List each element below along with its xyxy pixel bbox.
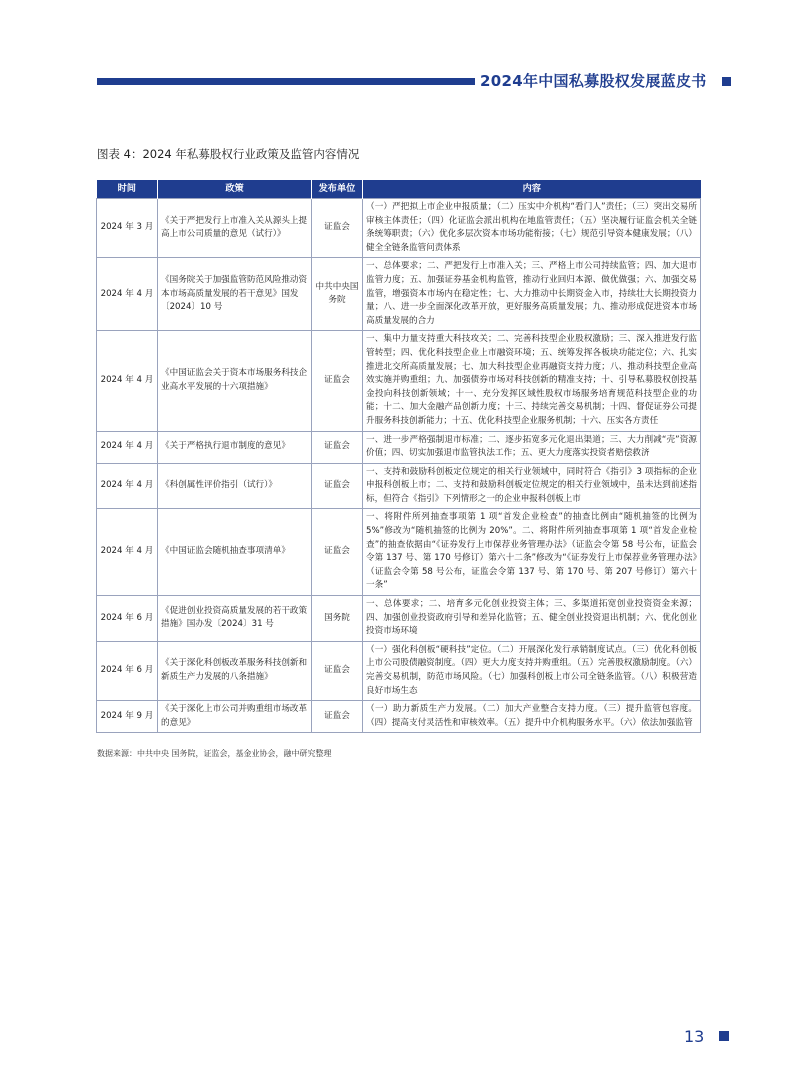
cell-issuer: 证监会 (312, 431, 363, 463)
table-row (97, 331, 701, 431)
cell-issuer: 证监会 (312, 199, 363, 258)
cell-content: 一、支持和鼓励科创板定位规定的相关行业领域中，同时符合《指引》3 项指标的企业申报科创板上市；二、支持和鼓励科创板定位规定的相关行业领域中，虽未达到前述指标，但符合《指引》下列情形之一的企业申报科创板上市 (363, 463, 701, 509)
page-number-square-marker (719, 1031, 729, 1041)
cell-issuer: 证监会 (312, 509, 363, 596)
cell-policy: 《中国证监会关于资本市场服务科技企业高水平发展的十六项措施》 (158, 331, 312, 431)
cell-date: 2024 年 4 月 (97, 431, 158, 463)
cell-issuer: 证监会 (312, 463, 363, 509)
cell-content: （一）严把拟上市企业申报质量；（二）压实中介机构“看门人”责任；（三）突出交易所审核主体责任；（四）化证监会派出机构在地监管责任；（五）坚决履行证监会机关全链条统筹职责；（六）优化多层次资本市场功能衔接；（七）规范引导资本健康发展；（八）健全全链条监管问责体系 (363, 199, 701, 258)
cell-policy: 《中国证监会随机抽查事项清单》 (158, 509, 312, 596)
cell-date: 2024 年 6 月 (97, 641, 158, 700)
header-square-marker (722, 77, 731, 86)
cell-policy: 《促进创业投资高质量发展的若干政策措施》国办发〔2024〕31 号 (158, 596, 312, 642)
cell-content: 一、集中力量支持重大科技攻关；二、完善科技型企业股权激励；三、深入推进发行监管转型；四、优化科技型企业上市融资环境；五、统筹发挥各板块功能定位；六、扎实推进北交所高质量发展；七、加大科技型企业再融资支持力度；八、推动科技型企业高效实施并购重组；九、加强债券市场对科技创新的精准支持；十、引导私募股权创投基金投向科技创新领域；十一、充分发挥区域性股权市场服务培育规范科技型企业的功能；十二、加大金融产品创新力度；十三、持续完善交易机制；十四、督促证券公司提升服务科技创新能力；十五、优化科技型企业服务机制；十六、压实各方责任 (363, 331, 701, 431)
cell-issuer: 中共中央国务院 (312, 258, 363, 331)
document-title: 2024年中国私募股权发展蓝皮书 (480, 72, 707, 90)
cell-date: 2024 年 6 月 (97, 596, 158, 642)
cell-content: 一、将附件所列抽查事项第 1 项“首发企业检查”的抽查比例由“随机抽签的比例为 5%”修改为“随机抽签的比例为 20%”。二、将附件所列抽查事项第 1 项“首发企业检查”的抽查依据由“《证券发行上市保荐业务管理办法》（证监会令第 58 号公布，证监会令第 137 号、第 170 号修订）第六十二条”修改为“《证券发行上市保荐业务管理办法》（证监会令第 58 号公布，证监会令第 137 号、第 170 号、第 207 号修订）第六十一条” (363, 509, 701, 596)
table-row (97, 463, 701, 509)
cell-policy: 《科创属性评价指引（试行）》 (158, 463, 312, 509)
column-header-date: 时间 (97, 180, 158, 199)
cell-date: 2024 年 4 月 (97, 509, 158, 596)
cell-date: 2024 年 4 月 (97, 258, 158, 331)
header-rule (97, 78, 475, 85)
cell-content: （一）助力新质生产力发展。（二）加大产业整合支持力度。（三）提升监管包容度。（四）提高支付灵活性和审核效率。（五）提升中介机构服务水平。（六）依法加强监管 (363, 701, 701, 733)
cell-policy: 《关于深化上市公司并购重组市场改革的意见》 (158, 701, 312, 733)
policy-table (96, 180, 701, 733)
cell-content: 一、进一步严格强制退市标准；二、逐步拓宽多元化退出渠道；三、大力削减“壳”资源价值；四、切实加强退市监管执法工作；五、更大力度落实投资者赔偿救济 (363, 431, 701, 463)
table-row (97, 258, 701, 331)
cell-content: 一、总体要求；二、严把发行上市准入关；三、严格上市公司持续监管；四、加大退市监管力度；五、加强证券基金机构监管，推动行业回归本源、做优做强；六、加强交易监管，增强资本市场内在稳定性；七、大力推动中长期资金入市，持续壮大长期投资力量；八、进一步全面深化改革开放，更好服务高质量发展；九、推动形成促进资本市场高质量发展的合力 (363, 258, 701, 331)
cell-issuer: 证监会 (312, 641, 363, 700)
cell-issuer: 证监会 (312, 331, 363, 431)
cell-issuer: 国务院 (312, 596, 363, 642)
column-header-policy: 政策 (158, 180, 312, 199)
cell-content: （一）强化科创板“硬科技”定位。（二）开展深化发行承销制度试点。（三）优化科创板上市公司股债融资制度。（四）更大力度支持并购重组。（五）完善股权激励制度。（六）完善交易机制，防范市场风险。（七）加强科创板上市公司全链条监管。（八）积极营造良好市场生态 (363, 641, 701, 700)
table-row (97, 509, 701, 596)
table-row (97, 596, 701, 642)
table-row (97, 199, 701, 258)
cell-policy: 《关于深化科创板改革服务科技创新和新质生产力发展的八条措施》 (158, 641, 312, 700)
column-header-issuer: 发布单位 (312, 180, 363, 199)
table-header-row (97, 180, 701, 199)
data-source-note: 数据来源：中共中央 国务院，证监会，基金业协会，融中研究整理 (97, 749, 332, 758)
cell-content: 一、总体要求；二、培育多元化创业投资主体；三、多渠道拓宽创业投资资金来源；四、加强创业投资政府引导和差异化监管；五、健全创业投资退出机制；六、优化创业投资市场环境 (363, 596, 701, 642)
cell-date: 2024 年 9 月 (97, 701, 158, 733)
table-row (97, 431, 701, 463)
table-row (97, 701, 701, 733)
column-header-content: 内容 (363, 180, 701, 199)
cell-date: 2024 年 3 月 (97, 199, 158, 258)
cell-date: 2024 年 4 月 (97, 331, 158, 431)
cell-issuer: 证监会 (312, 701, 363, 733)
page-number: 13 (684, 1027, 705, 1046)
cell-policy: 《关于严格执行退市制度的意见》 (158, 431, 312, 463)
table-row (97, 641, 701, 700)
cell-policy: 《国务院关于加强监管防范风险推动资本市场高质量发展的若干意见》国发〔2024〕10 号 (158, 258, 312, 331)
cell-policy: 《关于严把发行上市准入关从源头上提高上市公司质量的意见（试行）》 (158, 199, 312, 258)
cell-date: 2024 年 4 月 (97, 463, 158, 509)
table-caption: 图表 4：2024 年私募股权行业政策及监管内容情况 (97, 147, 360, 161)
